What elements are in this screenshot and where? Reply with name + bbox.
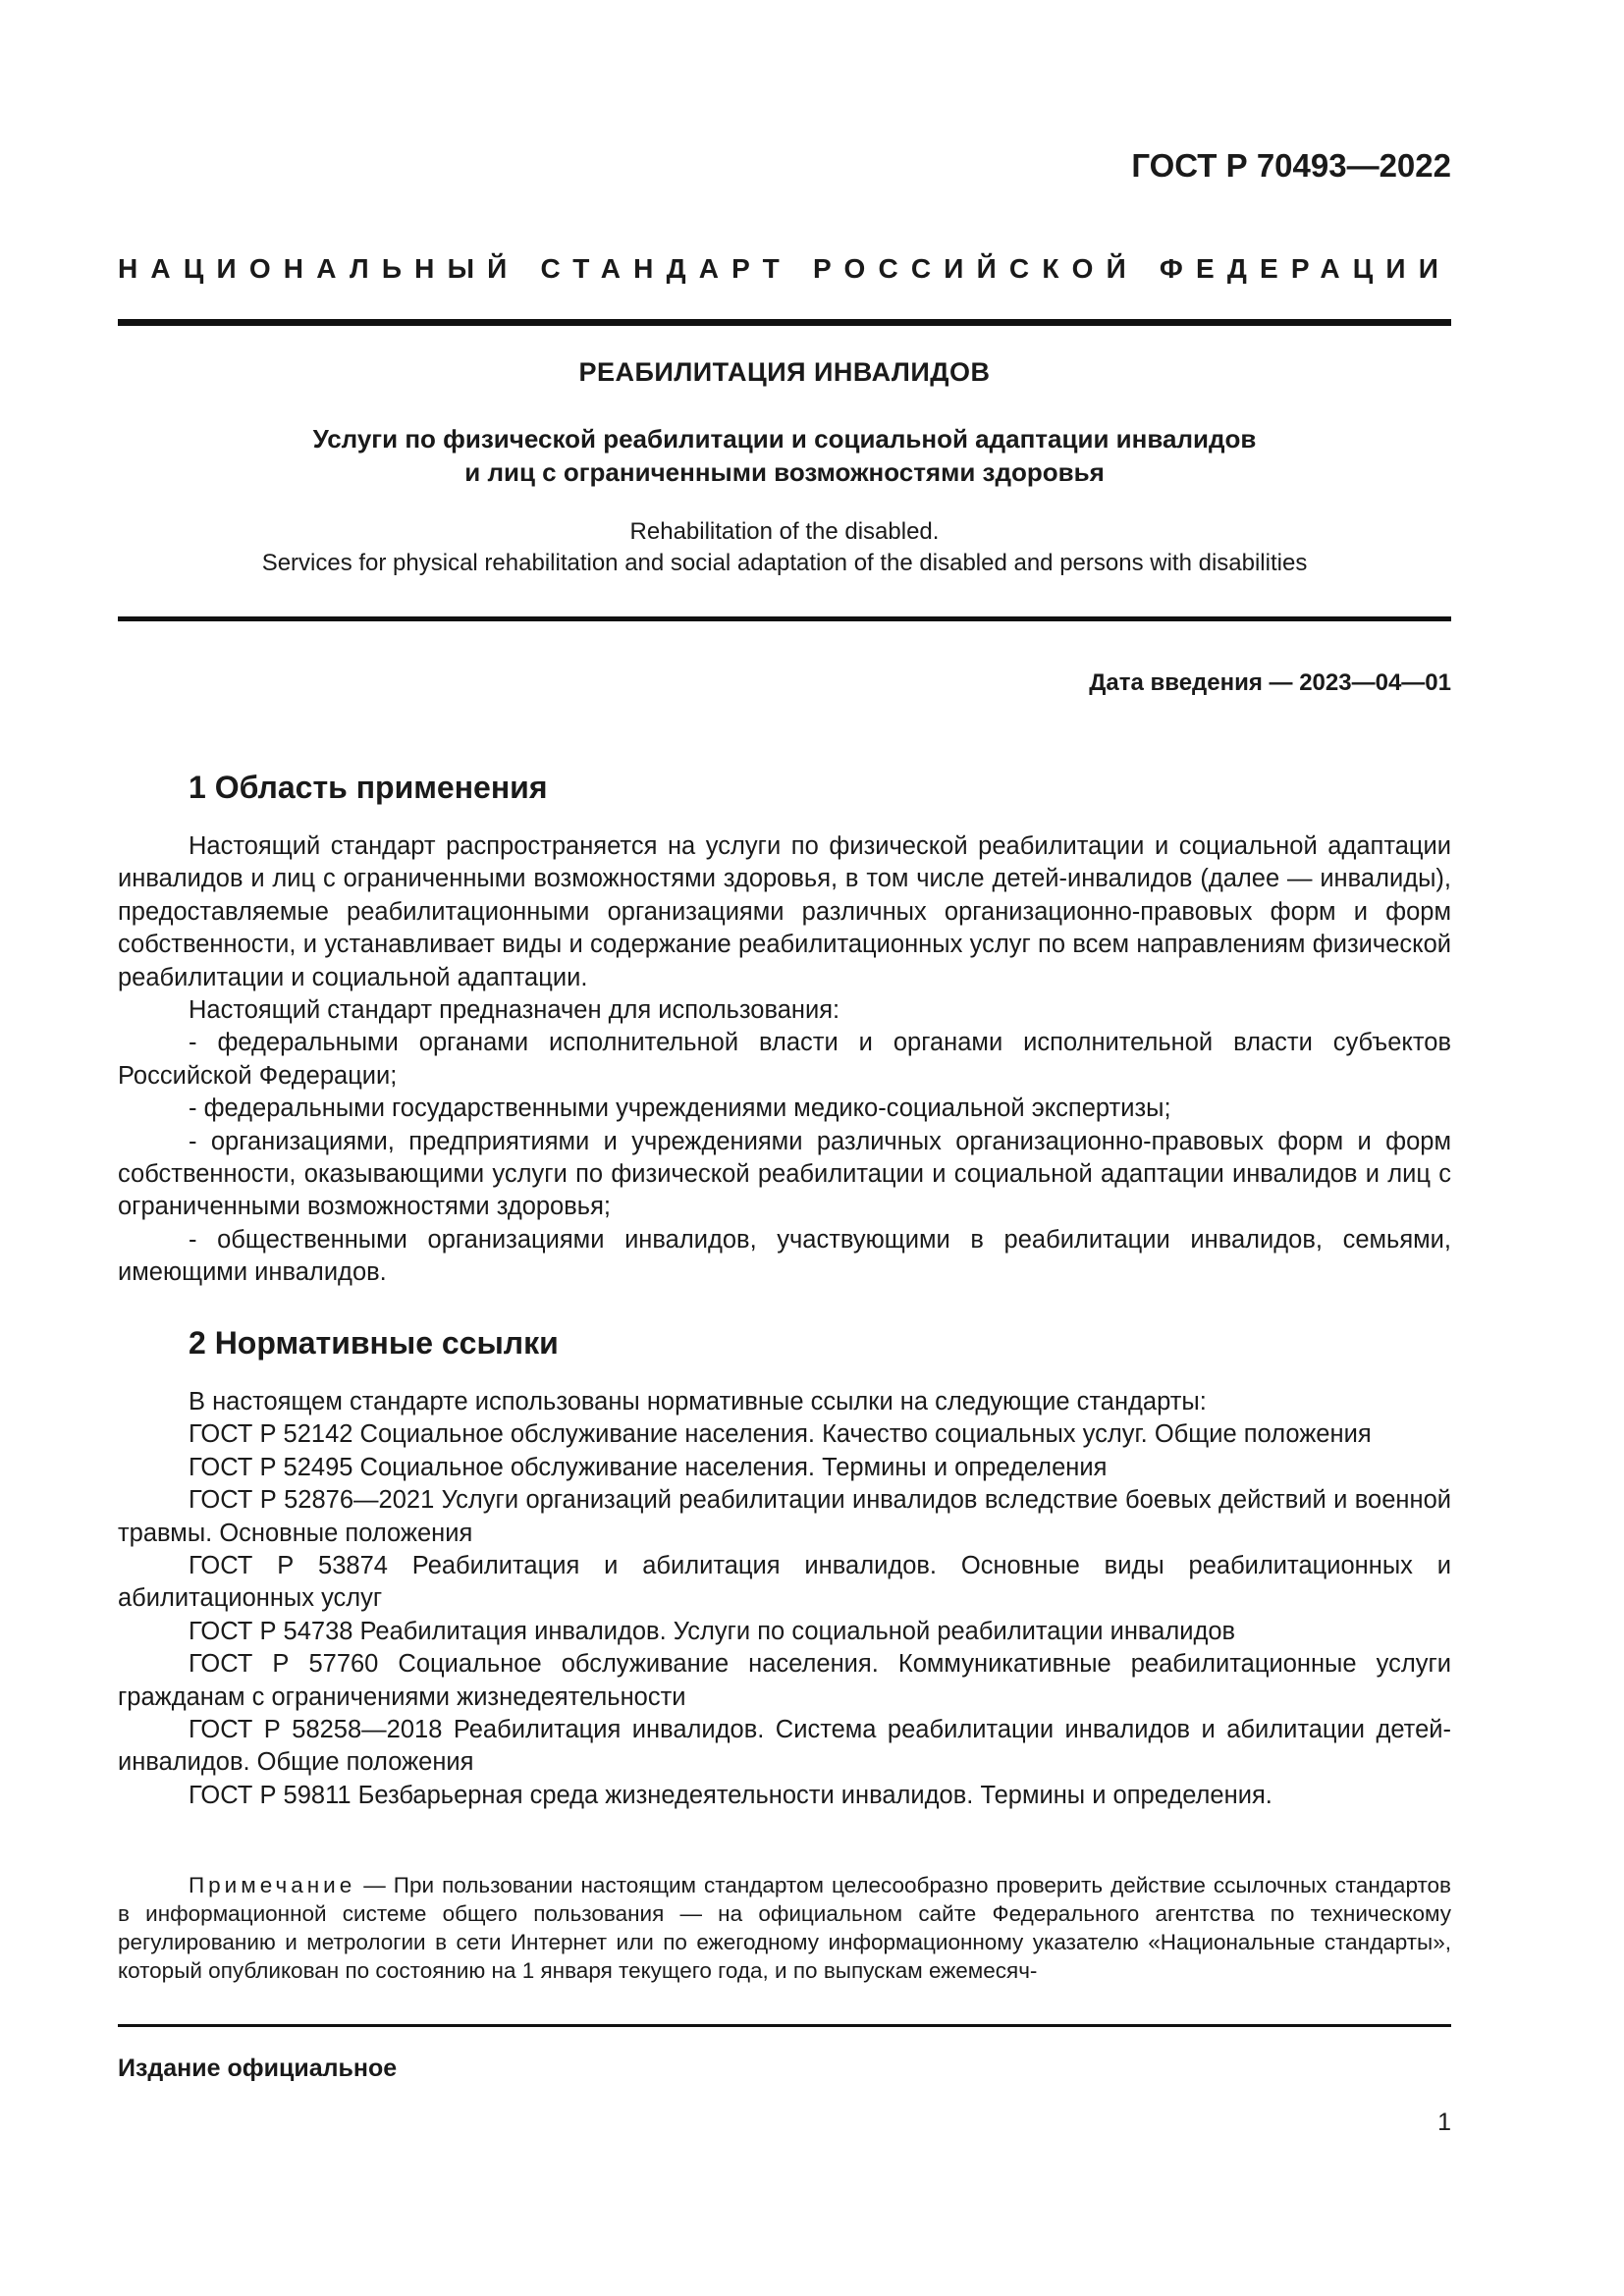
section-1-paragraph: Настоящий стандарт предназначен для использования: bbox=[189, 996, 840, 1025]
note-text: — При пользовании настоящим стандартом целесообразно проверить действие ссылочных стандартов в информационной системе общего пользования — на официальном сайте Федерального агентства по техническому регулированию и метрологии в сети Интернет или по ежегодному информационному указателю «Национальные стандарты», который опубликован по состоянию на 1 января текущего года, и по выпускам ежемесяч- bbox=[118, 1873, 1451, 1983]
footer-rule bbox=[118, 2024, 1451, 2027]
subtitle-line-2: и лиц с ограниченными возможностями здоровья bbox=[464, 457, 1105, 487]
reference-item: ГОСТ Р 57760 Социальное обслуживание населения. Коммуникативные реабилитационные услуги гражданам с ограничениями жизнедеятельности bbox=[118, 1650, 1451, 1711]
english-title-line-2: Services for physical rehabilitation and social adaptation of the disabled and persons with disabilities bbox=[261, 550, 1308, 576]
section-1-list-item: - организациями, предприятиями и учреждениями различных организационно-правовых форм и форм собственности, оказывающими услуги по физической реабилитации и социальной адаптации инвалидов и лиц с ограниченными возможностями здоровья; bbox=[118, 1127, 1451, 1221]
standard-code: ГОСТ Р 70493—2022 bbox=[1131, 147, 1451, 184]
subtitle-line-1: Услуги по физической реабилитации и социальной адаптации инвалидов bbox=[312, 424, 1257, 454]
reference-item: ГОСТ Р 52876—2021 Услуги организаций реабилитации инвалидов вследствие боевых действий и военной травмы. Основные положения bbox=[118, 1486, 1451, 1547]
section-2-note bbox=[118, 1871, 1451, 1985]
english-title-line-1: Rehabilitation of the disabled. bbox=[629, 518, 940, 545]
page-number: 1 bbox=[1437, 2109, 1451, 2136]
reference-item: ГОСТ Р 52495 Социальное обслуживание населения. Термины и определения bbox=[189, 1453, 1108, 1481]
top-rule bbox=[118, 319, 1451, 326]
section-1-list-item: - федеральными государственными учреждениями медико-социальной экспертизы; bbox=[189, 1095, 1171, 1123]
section-1-list-item: - федеральными органами исполнительной власти и органами исполнительной власти субъектов Российской Федерации; bbox=[118, 1029, 1451, 1090]
title-bottom-rule bbox=[118, 616, 1451, 621]
note-label: Примечание bbox=[189, 1873, 356, 1897]
reference-item: ГОСТ Р 52142 Социальное обслуживание населения. Качество социальных услуг. Общие положения bbox=[189, 1420, 1372, 1449]
section-2-body bbox=[118, 1386, 1451, 1812]
section-1-list-item: - общественными организациями инвалидов, участвующими в реабилитации инвалидов, семьями, имеющими инвалидов. bbox=[118, 1225, 1451, 1287]
section-2-paragraph: В настоящем стандарте использованы нормативные ссылки на следующие стандарты: bbox=[189, 1388, 1207, 1415]
section-2-heading: 2 Нормативные ссылки bbox=[189, 1325, 559, 1361]
document-title: РЕАБИЛИТАЦИЯ ИНВАЛИДОВ bbox=[578, 357, 991, 387]
reference-item: ГОСТ Р 59811 Безбарьерная среда жизнедеятельности инвалидов. Термины и определения. bbox=[189, 1781, 1272, 1809]
reference-item: ГОСТ Р 58258—2018 Реабилитация инвалидов. Система реабилитации инвалидов и абилитации детей-инвалидов. Общие положения bbox=[118, 1716, 1451, 1777]
document-subtitle bbox=[118, 422, 1451, 489]
section-1-paragraph: Настоящий стандарт распространяется на услуги по физической реабилитации и социальной адаптации инвалидов и лиц с ограниченными возможностями здоровья, в том числе детей-инвалидов (далее — инвалиды), предоставляемые реабилитационными организациями различных организационно-правовых форм и форм собственности, и устанавливает виды и содержание реабилитационных услуг по всем направлениям физической реабилитации и социальной адаптации. bbox=[118, 832, 1451, 991]
reference-item: ГОСТ Р 53874 Реабилитация и абилитация инвалидов. Основные виды реабилитационных и абилитационных услуг bbox=[118, 1552, 1451, 1613]
english-title bbox=[118, 516, 1451, 579]
section-1-body bbox=[118, 830, 1451, 1290]
section-1-heading: 1 Область применения bbox=[189, 770, 548, 805]
edition-label: Издание официальное bbox=[118, 2055, 398, 2082]
reference-item: ГОСТ Р 54738 Реабилитация инвалидов. Услуги по социальной реабилитации инвалидов bbox=[189, 1617, 1236, 1645]
introduction-date: Дата введения — 2023—04—01 bbox=[1089, 669, 1451, 696]
national-standard-heading: НАЦИОНАЛЬНЫЙ СТАНДАРТ РОССИЙСКОЙ ФЕДЕРАЦИИ bbox=[118, 253, 1452, 284]
